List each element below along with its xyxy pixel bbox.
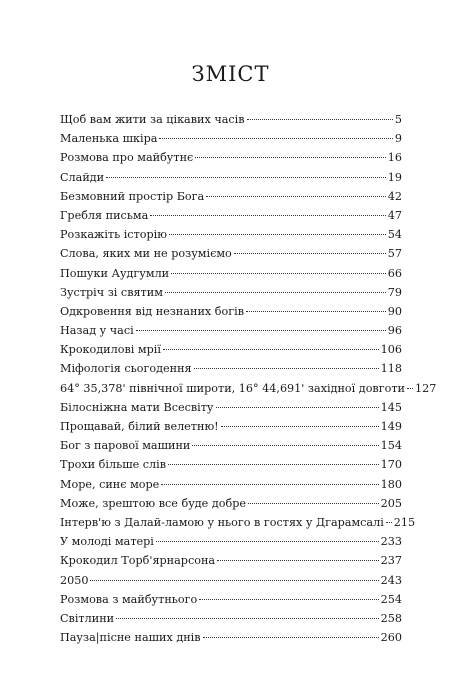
toc-leader-dots	[106, 177, 386, 178]
toc-leader-dots	[165, 292, 386, 293]
toc-entry-title: Гребля письма	[60, 208, 149, 222]
toc-entry-page: 9	[394, 132, 402, 146]
toc-entry-page: 205	[380, 496, 402, 510]
toc-entry-title: Міфологія сьогодення	[60, 362, 192, 376]
toc-entry	[60, 340, 402, 359]
toc-entry	[60, 532, 402, 551]
toc-entry	[60, 513, 416, 532]
toc-leader-dots	[90, 580, 378, 581]
toc-leader-dots	[169, 234, 386, 235]
toc-entry	[60, 148, 402, 167]
toc-leader-dots	[150, 215, 385, 216]
toc-entry-title: Може, зрештою все буде добре	[60, 496, 246, 510]
toc-entry-title: Розмова з майбутнього	[60, 592, 198, 606]
toc-entry-title: Бог з парової машини	[60, 439, 191, 453]
toc-leader-dots	[221, 426, 379, 427]
toc-entry	[60, 206, 402, 225]
toc-entry	[60, 475, 402, 494]
toc-entry	[60, 609, 402, 628]
toc-entry-page: 42	[387, 189, 402, 203]
table-of-contents	[60, 110, 437, 647]
toc-entry	[60, 225, 402, 244]
toc-entry	[60, 494, 402, 513]
toc-entry-title: 2050	[60, 573, 89, 587]
toc-entry	[60, 187, 402, 206]
toc-leader-dots	[192, 445, 378, 446]
toc-entry-title: У молоді матері	[60, 535, 154, 549]
toc-leader-dots	[234, 253, 386, 254]
toc-entry-title: Крокодилові мрії	[60, 343, 161, 357]
toc-entry	[60, 417, 402, 436]
toc-entry-page: 254	[380, 592, 402, 606]
toc-entry	[60, 379, 437, 398]
toc-entry	[60, 455, 402, 474]
toc-entry	[60, 590, 402, 609]
toc-entry-page: 66	[387, 266, 402, 280]
toc-entry-title: 64° 35,378' північної широти, 16° 44,691' західної довготи	[60, 381, 405, 395]
toc-entry-page: 118	[380, 362, 402, 376]
toc-entry-title: Крокодил Торб'ярнарсона	[60, 554, 216, 568]
toc-entry-title: Море, синє море	[60, 477, 160, 491]
toc-entry-title: Слайди	[60, 170, 105, 184]
toc-entry-page: 180	[380, 477, 402, 491]
toc-leader-dots	[216, 407, 379, 408]
toc-entry-title: Назад у часі	[60, 324, 134, 338]
toc-entry-title: Прощавай, білий велетню!	[60, 420, 219, 433]
toc-entry-page: 19	[387, 170, 402, 184]
toc-leader-dots	[116, 618, 379, 619]
toc-leader-dots	[194, 368, 379, 369]
toc-entry	[60, 551, 402, 570]
toc-entry	[60, 302, 402, 321]
toc-entry	[60, 110, 402, 129]
toc-entry	[60, 283, 402, 302]
toc-entry-title: Пошуки Аудгумли	[60, 266, 170, 280]
toc-entry-title: Щоб вам жити за цікавих часів	[60, 113, 245, 126]
toc-leader-dots	[199, 599, 378, 600]
toc-leader-dots	[217, 560, 379, 561]
toc-leader-dots	[161, 484, 378, 485]
toc-entry	[60, 168, 402, 187]
toc-entry-title: Зустріч зі святим	[60, 285, 163, 299]
toc-entry	[60, 321, 402, 340]
toc-leader-dots	[386, 522, 392, 523]
toc-entry-page: 154	[380, 439, 402, 453]
toc-entry	[60, 436, 402, 455]
toc-entry-page: 16	[387, 151, 402, 165]
toc-leader-dots	[407, 388, 413, 389]
toc-entry-title: Слова, яких ми не розуміємо	[60, 247, 232, 261]
toc-entry	[60, 129, 402, 148]
toc-entry-title: Одкровення від незнаних богів	[60, 304, 245, 318]
toc-entry	[60, 264, 402, 283]
toc-entry	[60, 628, 402, 647]
toc-entry-page: 57	[387, 247, 402, 261]
toc-leader-dots	[168, 464, 379, 465]
toc-entry-page: 258	[380, 611, 402, 625]
toc-entry	[60, 571, 402, 590]
toc-entry-page: 47	[387, 208, 402, 222]
toc-entry-page: 215	[393, 515, 416, 529]
toc-entry	[60, 244, 402, 263]
toc-leader-dots	[136, 330, 386, 331]
toc-entry-page: 260	[380, 631, 402, 645]
toc-entry-title: Білосніжна мати Всесвіту	[60, 400, 214, 414]
toc-entry-page: 233	[380, 535, 402, 549]
toc-entry-page: 54	[387, 228, 402, 242]
toc-leader-dots	[159, 138, 392, 139]
toc-leader-dots	[171, 273, 386, 274]
toc-entry-page: 149	[380, 420, 402, 433]
toc-leader-dots	[247, 119, 393, 120]
toc-entry-title: Трохи більше слів	[60, 458, 167, 472]
toc-leader-dots	[246, 311, 386, 312]
toc-entry-title: Інтерв'ю з Далай-ламою у нього в гостях у Дгарамсалі	[60, 515, 384, 529]
toc-entry	[60, 398, 402, 417]
toc-entry-page: 243	[380, 573, 402, 587]
toc-entry-page: 90	[387, 304, 402, 318]
toc-entry	[60, 359, 402, 378]
toc-entry-page: 106	[380, 343, 402, 357]
toc-entry-title: Безмовний простір Бога	[60, 189, 205, 203]
toc-entry-page: 127	[414, 381, 437, 395]
toc-leader-dots	[203, 637, 379, 638]
toc-leader-dots	[163, 349, 379, 350]
toc-entry-page: 5	[394, 113, 402, 126]
page-title: ЗМІСТ	[191, 62, 270, 86]
toc-entry-title: Пауза|пісне наших днів	[60, 631, 201, 645]
toc-entry-title: Розмова про майбутнє	[60, 151, 194, 165]
toc-entry-page: 237	[380, 554, 402, 568]
toc-entry-title: Розкажіть історію	[60, 228, 167, 242]
toc-entry-page: 96	[387, 324, 402, 338]
toc-entry-page: 170	[380, 458, 402, 472]
toc-leader-dots	[248, 503, 379, 504]
toc-leader-dots	[156, 541, 379, 542]
toc-entry-title: Маленька шкіра	[60, 132, 158, 146]
toc-entry-title: Світлини	[60, 611, 115, 625]
toc-entry-page: 79	[387, 285, 402, 299]
toc-entry-page: 145	[380, 400, 402, 414]
toc-leader-dots	[195, 157, 385, 158]
toc-leader-dots	[206, 196, 386, 197]
